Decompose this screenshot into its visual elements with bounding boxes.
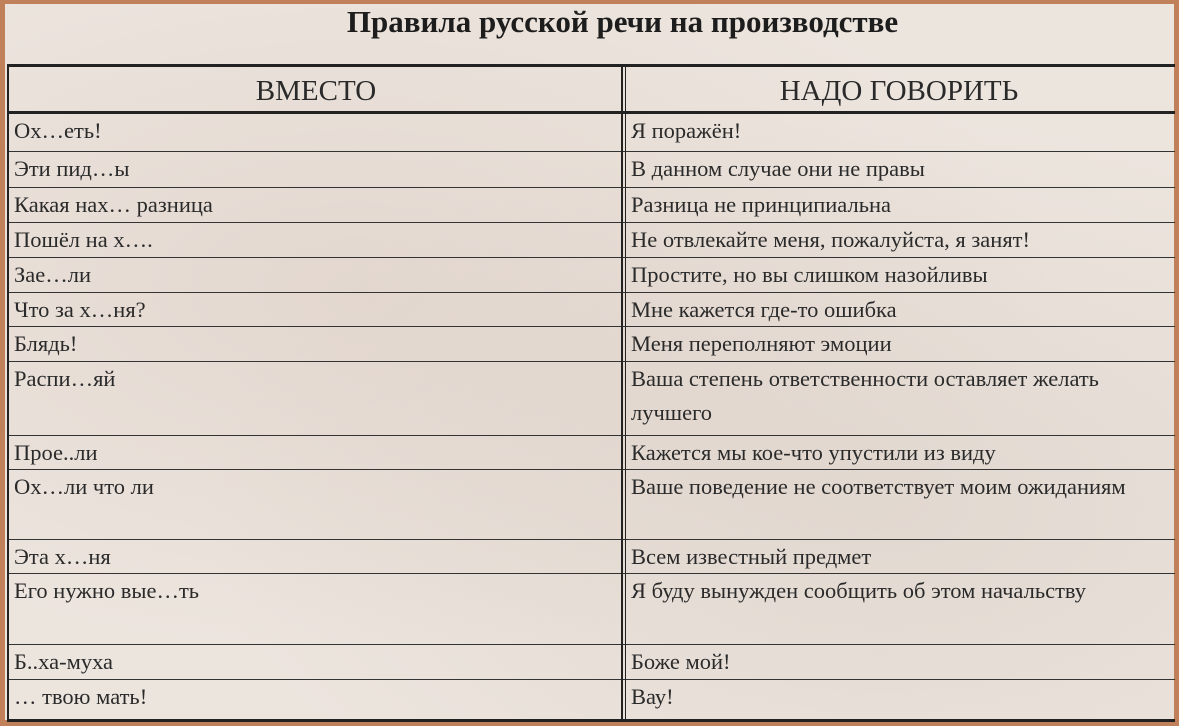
say-cell: Ваша степень ответственности оставляет желать лучшего <box>631 366 1099 425</box>
table-row <box>9 293 1175 327</box>
table-row <box>9 188 1175 223</box>
instead-cell: Пошёл на х…. <box>14 227 153 252</box>
table-row <box>9 645 1175 680</box>
column-divider <box>621 67 626 719</box>
table-row <box>9 470 1175 540</box>
column-header-instead: ВМЕСТО <box>9 67 623 114</box>
say-cell: Меня переполняют эмоции <box>631 331 892 356</box>
instead-cell: Б..ха-муха <box>14 649 114 674</box>
page-title: Правила русской речи на производстве <box>346 4 899 39</box>
table-row <box>9 152 1175 188</box>
column-header-say: НАДО ГОВОРИТЬ <box>623 67 1175 114</box>
say-cell: В данном случае они не правы <box>631 156 925 181</box>
table-row <box>9 436 1175 470</box>
say-cell: Не отвлекайте меня, пожалуйста, я занят! <box>631 227 1030 252</box>
instead-cell: Прое..ли <box>14 440 98 465</box>
say-cell: Простите, но вы слишком назойливы <box>631 262 988 287</box>
instead-cell: Ох…ли что ли <box>14 474 154 499</box>
instead-cell: Блядь! <box>14 331 78 356</box>
instead-cell: Распи…яй <box>14 366 116 391</box>
instead-cell: Ох…еть! <box>14 118 102 143</box>
instead-cell: Эта х…ня <box>14 544 111 569</box>
phrase-table <box>7 64 1175 722</box>
table-row <box>9 540 1175 574</box>
say-cell: Вау! <box>631 684 674 709</box>
document-page <box>5 4 1174 720</box>
table-row <box>9 327 1175 362</box>
instead-cell: Что за х…ня? <box>14 297 146 322</box>
instead-cell: Его нужно вые…ть <box>14 578 200 603</box>
table-row <box>9 362 1175 436</box>
table-row <box>9 223 1175 258</box>
table-row <box>9 680 1175 715</box>
instead-cell: Эти пид…ы <box>14 156 130 181</box>
say-cell: Всем известный предмет <box>631 544 872 569</box>
table-row <box>9 114 1175 152</box>
say-cell: Мне кажется где-то ошибка <box>631 297 897 322</box>
table-row <box>9 258 1175 293</box>
say-cell: Я буду вынужден сообщить об этом начальству <box>631 578 1087 603</box>
say-cell: Боже мой! <box>631 649 731 674</box>
instead-cell: … твою мать! <box>14 684 148 709</box>
say-cell: Кажется мы кое-что упустили из виду <box>631 440 996 465</box>
say-cell: Я поражён! <box>631 118 742 143</box>
say-cell: Разница не принципиальна <box>631 192 892 217</box>
instead-cell: Какая нах… разница <box>14 192 213 217</box>
instead-cell: Зае…ли <box>14 262 92 287</box>
table-row <box>9 574 1175 645</box>
say-cell: Ваше поведение не соответствует моим ожиданиям <box>631 474 1126 499</box>
